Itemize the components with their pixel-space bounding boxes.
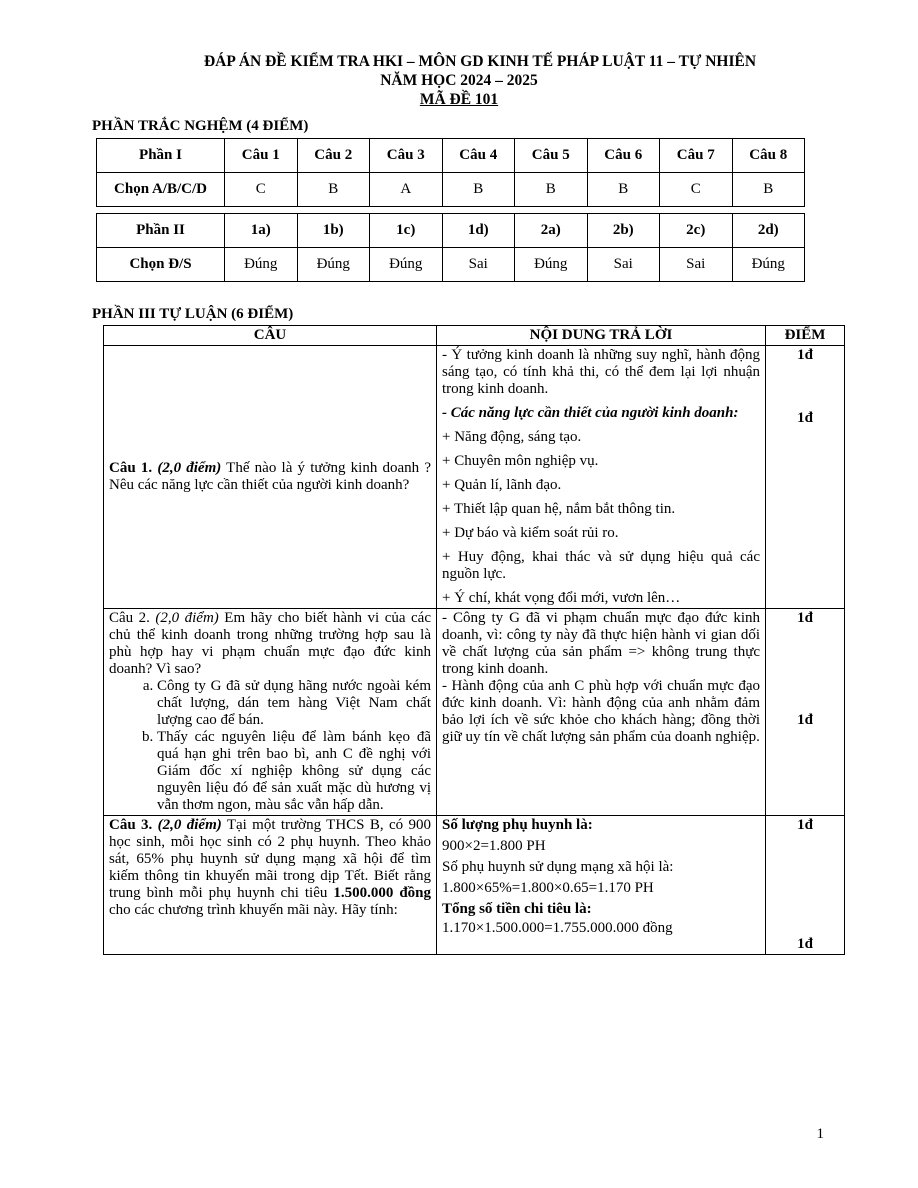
list-item: + Năng động, sáng tạo. bbox=[442, 429, 582, 445]
table-cell: 1c) bbox=[370, 214, 443, 248]
answer-3-cell bbox=[437, 816, 766, 955]
answer-2-case-b: - Hành động của anh C phù hợp với chuẩn mực đạo đức kinh doanh. Vì: hành động của anh nhằm đảm bảo lợi ích về sức khỏe cho khách hàng; đồng thời giữ uy tín về chất lượng sản phẩm của doanh nghiệp. bbox=[442, 678, 760, 745]
points-value: 1đ bbox=[797, 410, 813, 426]
title-line-1: ĐÁP ÁN ĐỀ KIỂM TRA HKI – MÔN GD KINH TẾ PHÁP LUẬT 11 – TỰ NHIÊN bbox=[203, 53, 757, 70]
answer-3-calc-social: 1.800×65%=1.800×0.65=1.170 PH bbox=[442, 880, 654, 896]
page-number: 1 bbox=[816, 1126, 824, 1142]
list-item: + Thiết lập quan hệ, nắm bắt thông tin. bbox=[442, 501, 676, 517]
table-spacer-row bbox=[97, 207, 805, 214]
question-1-score-note: (2,0 điểm) bbox=[157, 460, 222, 476]
table-cell: Đúng bbox=[225, 248, 298, 282]
title-line-2: NĂM HỌC 2024 – 2025 bbox=[380, 72, 538, 89]
column-header-answer: NỘI DUNG TRẢ LỜI bbox=[437, 326, 766, 346]
points-value: 1đ bbox=[797, 936, 813, 952]
table-cell: Đúng bbox=[370, 248, 443, 282]
question-2-case-a: a. Công ty G đã sử dụng hãng nước ngoài kém chất lượng, dán tem hàng Việt Nam chất lượng cao để bán. bbox=[157, 678, 431, 729]
table-row-question-2 bbox=[104, 609, 845, 816]
answer-1-cell bbox=[437, 346, 766, 609]
table-cell: Đúng bbox=[515, 248, 588, 282]
list-item: + Huy động, khai thác và sử dụng hiệu quả các nguồn lực. bbox=[442, 549, 760, 582]
table-cell: 2b) bbox=[587, 214, 660, 248]
column-header-question: CÂU bbox=[104, 326, 437, 346]
table-cell: Phần I bbox=[97, 139, 225, 173]
answer-3-calc-total: 1.170×1.500.000=1.755.000.000 đồng bbox=[442, 920, 673, 936]
question-2-text: Em hãy cho biết hành vi của các chủ thể kinh doanh trong những trường hợp sau là phù hợp hay vi phạm chuẩn mực đạo đức kinh doanh? Vì sao? bbox=[109, 610, 431, 677]
table-cell: Câu 8 bbox=[732, 139, 805, 173]
answer-1-definition: - Ý tưởng kinh doanh là những suy nghĩ, hành động sáng tạo, có tính khả thi, có thể đem lại lợi nhuận trong kinh doanh. bbox=[442, 347, 760, 397]
answer-3-heading-social: Số phụ huynh sử dụng mạng xã hội là: bbox=[442, 859, 674, 875]
multiple-choice-answer-table bbox=[96, 138, 805, 282]
table-cell: 1d) bbox=[442, 214, 515, 248]
table-cell: 1a) bbox=[225, 214, 298, 248]
table-cell: 2a) bbox=[515, 214, 588, 248]
table-row bbox=[97, 139, 805, 173]
table-cell: B bbox=[587, 173, 660, 207]
list-item: + Ý chí, khát vọng đổi mới, vươn lên… bbox=[442, 590, 681, 606]
table-cell: 2d) bbox=[732, 214, 805, 248]
table-cell: Sai bbox=[587, 248, 660, 282]
list-item: + Chuyên môn nghiệp vụ. bbox=[442, 453, 599, 469]
table-cell: Chọn Đ/S bbox=[97, 248, 225, 282]
list-item: + Quản lí, lãnh đạo. bbox=[442, 477, 562, 493]
table-cell: Sai bbox=[442, 248, 515, 282]
points-value: 1đ bbox=[797, 712, 813, 728]
points-value: 1đ bbox=[797, 347, 813, 363]
table-row bbox=[97, 214, 805, 248]
points-1-cell bbox=[766, 346, 845, 609]
question-3-text: Tại một trường THCS B, có 900 học sinh, mỗi học sinh có 2 phụ huynh. Theo khảo sát, 65% phụ huynh sử dụng mạng xã hội để tìm kiếm thông tin khuyến mãi trong dịp Tết. Biết rằng trung bình mỗi phụ huynh chi tiêu bbox=[109, 817, 431, 901]
table-row bbox=[97, 173, 805, 207]
table-cell: B bbox=[515, 173, 588, 207]
table-cell: Sai bbox=[660, 248, 733, 282]
question-3-label: Câu 3. bbox=[109, 817, 153, 833]
question-2-label: Câu 2. bbox=[109, 610, 150, 626]
question-3-amount: 1.500.000 đồng bbox=[333, 885, 432, 901]
table-cell: B bbox=[297, 173, 370, 207]
essay-answer-table bbox=[103, 325, 845, 955]
answer-3-calc-parents: 900×2=1.800 PH bbox=[442, 838, 546, 854]
table-row-question-1 bbox=[104, 346, 845, 609]
table-cell: Chọn A/B/C/D bbox=[97, 173, 225, 207]
section-multiple-choice-title: PHẦN TRẮC NGHỆM (4 ĐIỂM) bbox=[92, 118, 309, 134]
column-header-points: ĐIỂM bbox=[766, 326, 845, 346]
spacer-cell bbox=[97, 207, 805, 214]
question-3-cell bbox=[104, 816, 437, 955]
answer-3-heading-parents: Số lượng phụ huynh là: bbox=[442, 817, 593, 833]
table-cell: Phần II bbox=[97, 214, 225, 248]
question-2-score-note: (2,0 điểm) bbox=[155, 610, 219, 626]
list-item: + Dự báo và kiểm soát rủi ro. bbox=[442, 525, 619, 541]
table-cell: Câu 7 bbox=[660, 139, 733, 173]
table-header-row bbox=[104, 326, 845, 346]
table-row bbox=[97, 248, 805, 282]
answer-2-cell bbox=[437, 609, 766, 816]
question-1-cell bbox=[104, 346, 437, 609]
question-3-score-note: (2,0 điểm) bbox=[157, 817, 222, 833]
question-1-text: Thế nào là ý tưởng kinh doanh ? Nêu các năng lực cần thiết của người kinh doanh? bbox=[109, 460, 432, 493]
table-cell: Đúng bbox=[297, 248, 370, 282]
question-1-label: Câu 1. bbox=[109, 460, 153, 476]
table-cell: Câu 6 bbox=[587, 139, 660, 173]
answer-2-case-a: - Công ty G đã vi phạm chuẩn mực đạo đức kinh doanh, vì: công ty này đã thực hiện hành vi gian dối về chất lượng của sản phẩm => không trung thực trong kinh doanh. bbox=[442, 610, 760, 677]
table-cell: C bbox=[660, 173, 733, 207]
table-cell: Câu 2 bbox=[297, 139, 370, 173]
table-cell: Câu 4 bbox=[442, 139, 515, 173]
points-value: 1đ bbox=[797, 817, 813, 833]
points-value: 1đ bbox=[797, 610, 813, 626]
points-2-cell bbox=[766, 609, 845, 816]
table-row-question-3 bbox=[104, 816, 845, 955]
points-3-cell bbox=[766, 816, 845, 955]
answer-3-heading-total: Tổng số tiền chi tiêu là: bbox=[442, 901, 592, 917]
table-cell: 1b) bbox=[297, 214, 370, 248]
table-cell: C bbox=[225, 173, 298, 207]
table-cell: A bbox=[370, 173, 443, 207]
table-cell: Câu 3 bbox=[370, 139, 443, 173]
table-cell: Đúng bbox=[732, 248, 805, 282]
table-cell: B bbox=[732, 173, 805, 207]
question-2-cases bbox=[109, 678, 431, 814]
table-cell: B bbox=[442, 173, 515, 207]
table-cell: 2c) bbox=[660, 214, 733, 248]
question-3-text-end: cho các chương trình khuyến mãi này. Hãy tính: bbox=[109, 902, 398, 918]
section-essay-title: PHẦN III TỰ LUẬN (6 ĐIỂM) bbox=[92, 306, 294, 322]
title-exam-code: MÃ ĐỀ 101 bbox=[419, 91, 499, 108]
table-cell: Câu 1 bbox=[225, 139, 298, 173]
table-cell: Câu 5 bbox=[515, 139, 588, 173]
question-2-case-b: b. Thấy các nguyên liệu để làm bánh kẹo đã quá hạn ghi trên bao bì, anh C đề nghị với Giám đốc xí nghiệp không sử dụng các nguyên liệu đó để sản xuất mặc dù hương vị vẫn thơm ngon, màu sắc vẫn hấp dẫn. bbox=[157, 729, 431, 814]
question-2-cell bbox=[104, 609, 437, 816]
document-title bbox=[0, 52, 918, 109]
answer-1-heading: - Các năng lực cần thiết của người kinh doanh: bbox=[442, 405, 739, 421]
